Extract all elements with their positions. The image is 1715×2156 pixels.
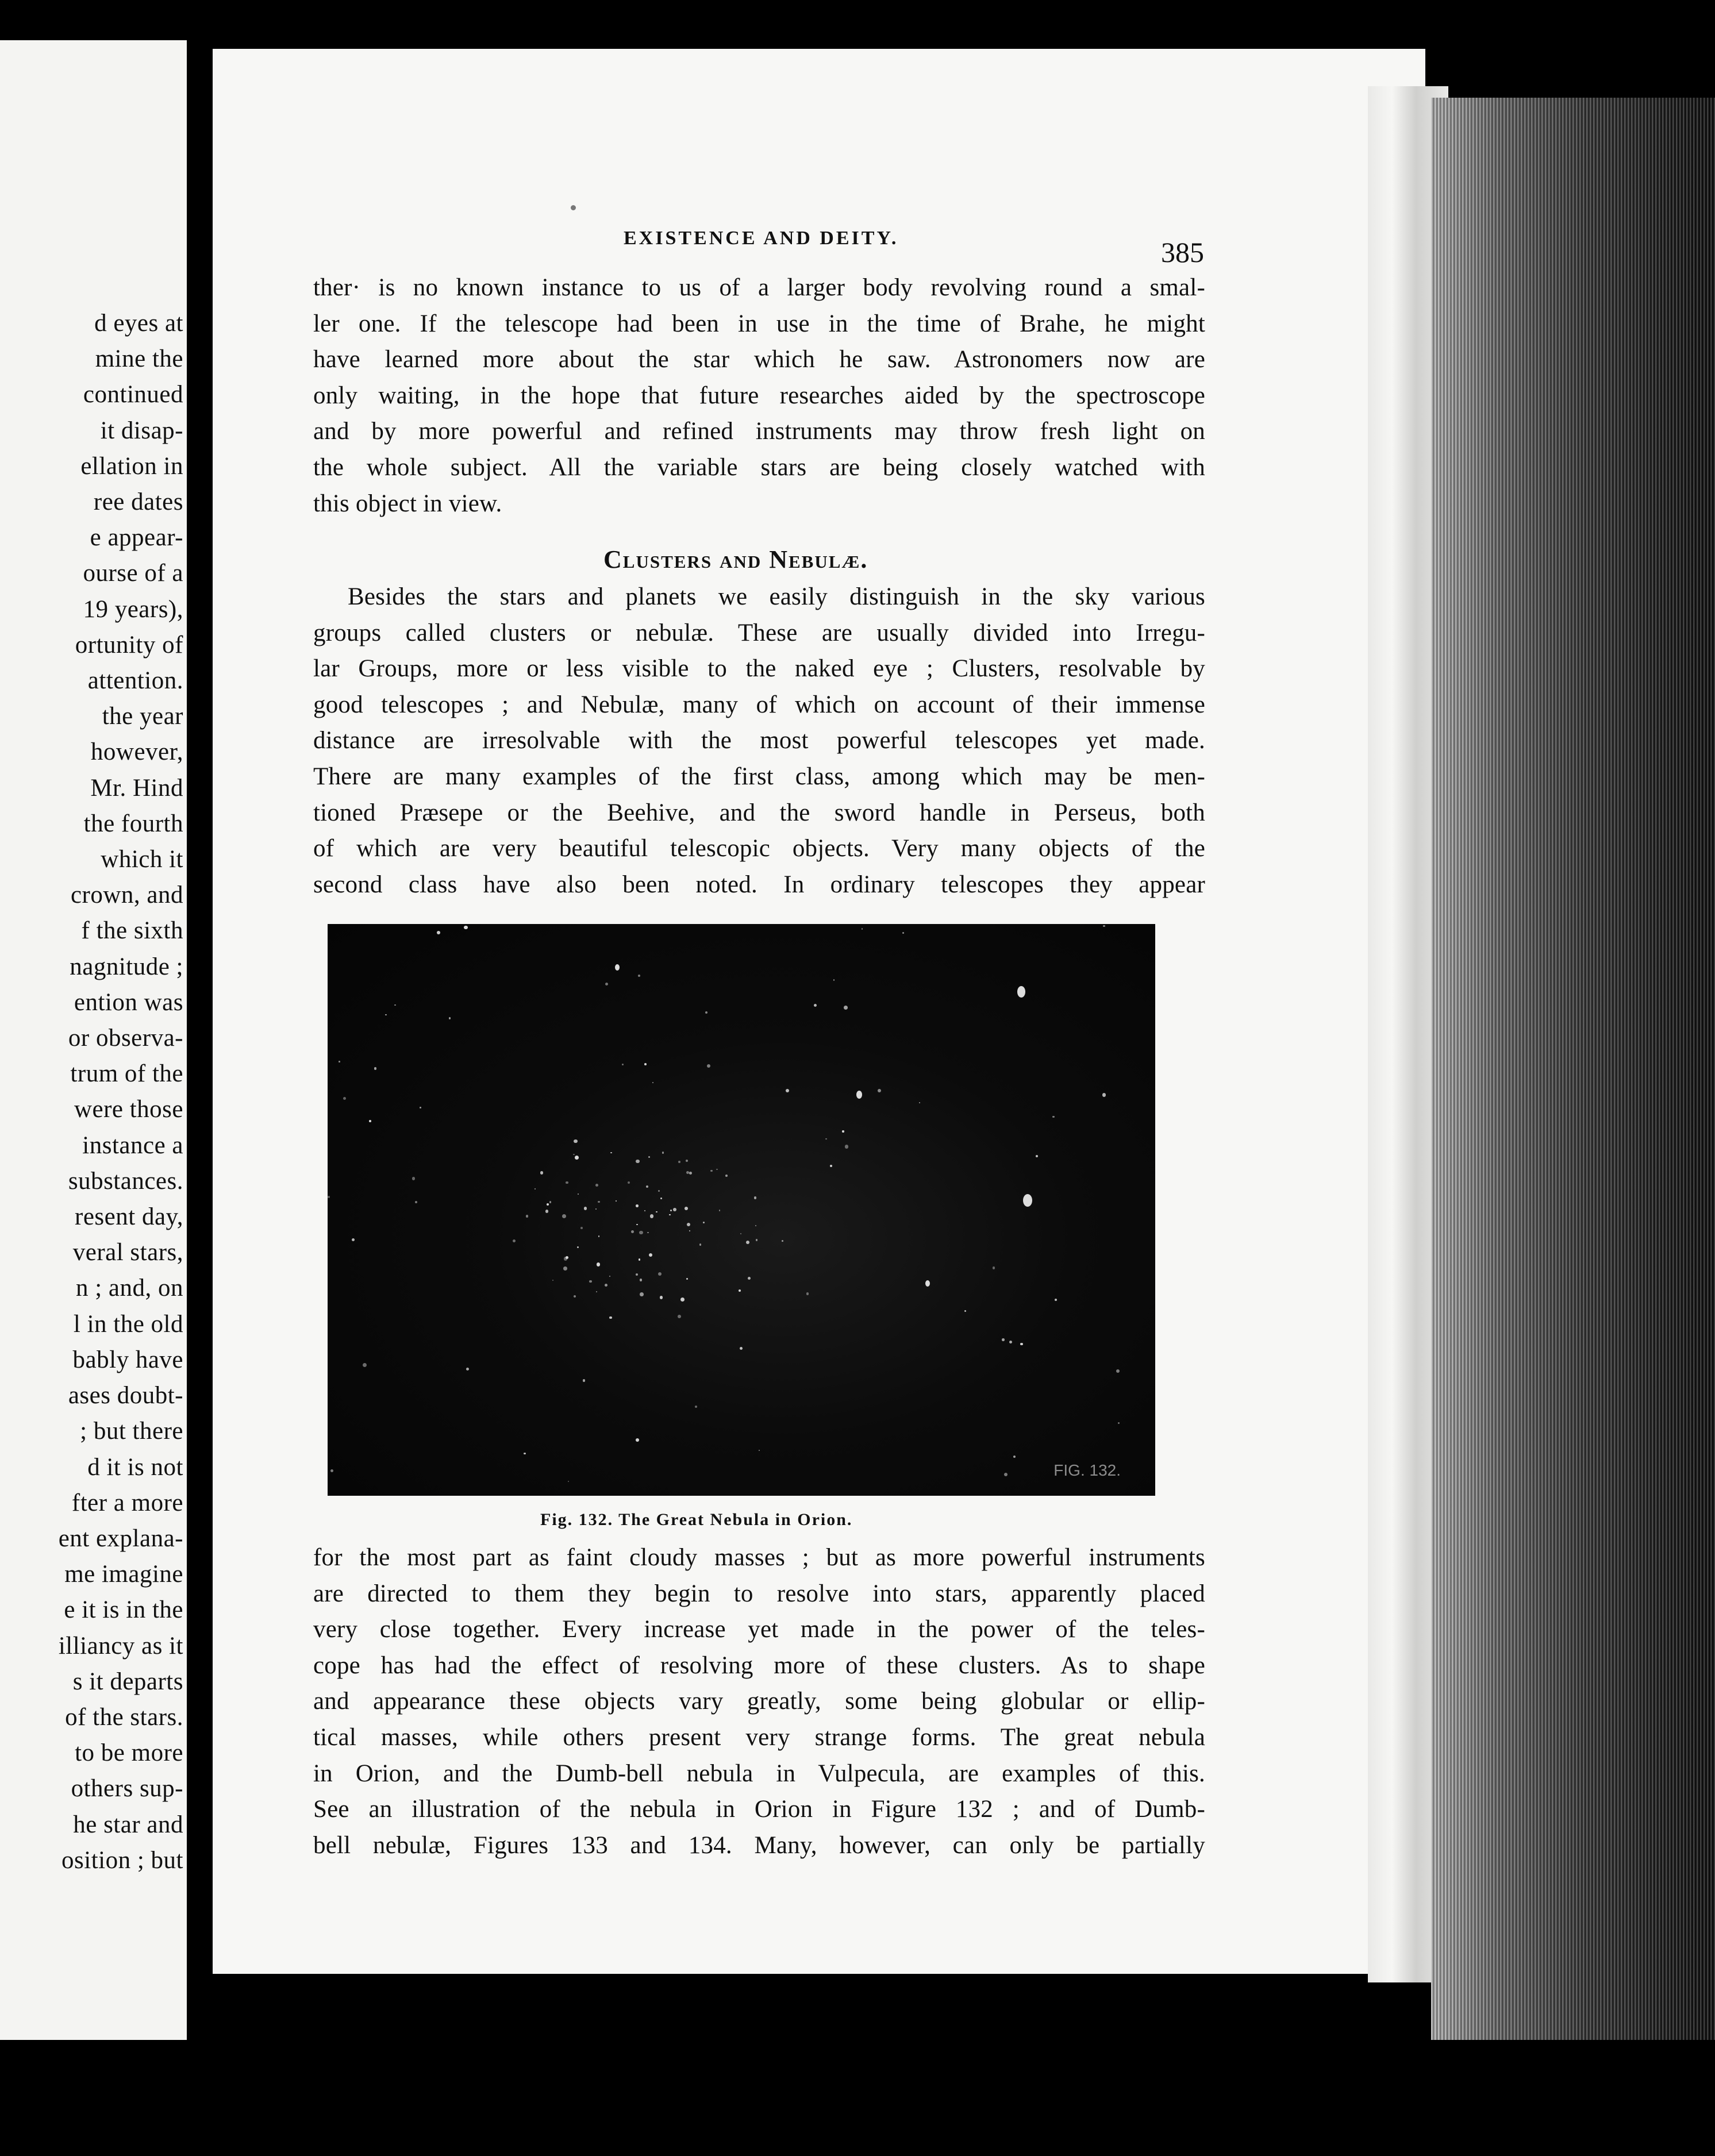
star-speck [650,1214,653,1218]
star-speck [830,1165,832,1167]
text-line: the whole subject. All the variable stars are being closely watched with [313,453,1205,481]
star-speck [549,1201,551,1203]
star-speck [605,1284,607,1287]
figure-inline-label: FIG. 132. [1053,1461,1121,1479]
figure-caption: Fig. 132. The Great Nebula in Orion. [540,1510,853,1529]
star-speck [964,1310,966,1312]
star-speck [660,1198,662,1199]
star-speck [695,1406,697,1408]
left-page-line: ortunity of [75,631,183,659]
left-page-line: the year [102,703,183,730]
star-speck [578,1194,579,1195]
paragraph-3 [313,1540,1205,1864]
left-page-line: crown, and [70,881,183,909]
star-speck [616,1200,617,1202]
star-speck [562,1214,566,1218]
left-page-line: instance a [82,1131,183,1159]
text-line: groups called clusters or nebulæ. These are usually divided into Irregu- [313,619,1205,646]
star-speck [595,1208,597,1210]
running-head: EXISTENCE AND DEITY. [624,228,899,249]
star-speck [833,979,835,980]
star-speck [636,1438,639,1442]
left-page-line: to be more [75,1739,183,1767]
left-page-line: mine the [95,345,183,373]
star-speck [583,1379,585,1381]
star-speck [842,1130,844,1132]
left-page-line: nagnitude ; [70,953,183,980]
left-page-line: ellation in [80,452,183,480]
star-speck [646,1185,648,1188]
text-line: only waiting, in the hope that future researches aided by the spectroscope [313,382,1205,409]
left-page-line: bably have [72,1346,183,1373]
left-page-line: ent explana- [58,1524,183,1552]
star-speck [1052,1116,1054,1118]
left-page-line: fter a more [71,1489,183,1516]
text-line: See an illustration of the nebula in Orion in Figure 132 ; and of Dumb- [313,1796,1205,1823]
star-speck [638,975,641,977]
paragraph-1 [313,270,1205,522]
left-page-line: Mr. Hind [90,774,183,802]
left-page-line: veral stars, [72,1239,183,1266]
star-speck [545,1210,548,1212]
text-line: tical masses, while others present very strange forms. The great nebula [313,1723,1205,1751]
text-line: this object in view. [313,490,502,517]
star-speck [1103,925,1105,927]
star-speck [437,931,440,934]
star-speck [524,1453,525,1454]
star-speck [584,1207,587,1210]
star-speck [636,1204,639,1207]
bright-star [1023,1194,1032,1207]
star-speck [328,1196,330,1198]
star-speck [1020,1343,1023,1346]
star-speck [740,1233,741,1234]
star-speck [597,1262,600,1266]
star-speck [577,1246,579,1248]
star-speck [678,1315,681,1318]
star-speck [394,1004,396,1006]
left-page-line: illiancy as it [58,1632,183,1660]
star-speck [825,1138,826,1139]
star-speck [574,1295,576,1298]
left-page-line: f the sixth [81,917,183,945]
left-page-line: s it departs [72,1668,183,1695]
text-line: good telescopes ; and Nebulæ, many of which on account of their immense [313,691,1205,718]
left-page-line: osition ; but [61,1846,183,1874]
text-line: second class have also been noted. In ordinary telescopes they appear [313,871,1205,898]
star-speck [662,1152,664,1154]
star-speck [1036,1155,1038,1157]
left-page-line: or observa- [68,1025,183,1052]
text-line: have learned more about the star which he saw. Astronomers now are [313,346,1205,374]
star-speck [746,1241,749,1244]
star-speck [844,1006,848,1010]
star-speck [466,1368,469,1370]
left-page-line: n ; and, on [75,1275,183,1302]
left-page-line: e it is in the [64,1596,183,1624]
star-speck [547,1203,549,1206]
star-speck [647,1232,649,1234]
star-speck [639,1231,643,1235]
ink-speck [571,205,576,210]
star-speck [707,1064,710,1068]
left-page-line: were those [74,1096,183,1123]
star-speck [1055,1299,1057,1301]
star-speck [605,983,608,985]
star-speck [566,1256,568,1259]
star-speck [703,1222,705,1223]
left-page-line: it disap- [100,417,183,444]
star-speck [540,1171,544,1175]
star-speck [573,1154,574,1155]
star-speck [636,1273,638,1276]
star-speck [759,1450,760,1451]
star-speck [669,1214,670,1215]
star-speck [513,1239,516,1242]
star-speck [385,1014,386,1015]
star-speck [748,1277,751,1280]
star-speck [658,1272,662,1276]
star-speck [412,1177,416,1180]
star-speck [598,1235,600,1237]
page-number: 385 [1161,236,1204,268]
bright-star [615,964,620,971]
star-speck [699,1243,701,1245]
text-line: are directed to them they begin to resolve into stars, apparently placed [313,1580,1205,1607]
text-line: tioned Præsepe or the Beehive, and the sword handle in Perseus, both [313,799,1205,826]
text-line: cope has had the effect of resolving more of these clusters. As to shape [313,1651,1205,1679]
star-speck [786,1089,789,1092]
left-page-line: substances. [68,1167,183,1195]
text-line: lar Groups, more or less visible to the naked eye ; Clusters, resolvable by [313,655,1205,683]
figure-nebula-image [328,924,1155,1496]
text-line: of which are very beautiful telescopic objects. Very many objects of the [313,835,1205,863]
left-page-line: of the stars. [65,1703,183,1731]
left-page-line: continued [83,381,183,409]
star-speck [622,1064,624,1065]
left-page [0,40,187,2040]
star-speck [648,1156,650,1158]
left-page-line: d eyes at [94,310,183,337]
star-speck [609,1276,610,1277]
star-speck [631,1230,634,1233]
star-speck [687,1223,691,1227]
left-page-line: ention was [74,988,183,1016]
star-speck [919,1102,920,1103]
left-page-line: which it [101,846,183,873]
star-speck [574,1139,578,1144]
star-speck [658,1190,660,1192]
star-speck [782,1240,783,1242]
star-speck [739,1289,741,1292]
left-page-line: l in the old [73,1310,183,1338]
left-page-line: ; but there [80,1418,183,1445]
star-speck [686,1278,688,1280]
left-page-line: 19 years), [83,595,183,623]
star-speck [563,1266,567,1270]
star-speck [719,1210,720,1211]
star-speck [526,1215,529,1218]
star-speck [686,1171,689,1174]
text-line: ler one. If the telescope had been in use in the time of Brahe, he might [313,310,1205,337]
text-line: very close together. Every increase yet made in the power of the teles- [313,1616,1205,1643]
bright-star [925,1280,930,1287]
star-speck [862,928,863,929]
star-speck [568,1481,569,1482]
left-page-line: d it is not [87,1453,183,1481]
text-line: ther· is no known instance to us of a larger body revolving round a smal- [313,274,1205,301]
star-speck [374,1067,376,1069]
text-line: Besides the stars and planets we easily distinguish in the sky various [348,583,1205,610]
star-speck [756,1239,758,1241]
star-speck [1116,1369,1120,1373]
star-speck [1009,1341,1012,1343]
star-speck [580,1227,583,1229]
star-speck [639,1258,641,1261]
star-speck [814,1004,817,1007]
star-speck [609,1316,612,1319]
left-page-line: resent day, [75,1203,183,1231]
star-speck [535,1188,536,1189]
text-line: and appearance these objects vary greatly, some being globular or ellip- [313,1688,1205,1715]
left-page-line: ree dates [93,488,183,516]
star-speck [993,1266,995,1269]
bright-star [1017,986,1025,998]
star-speck [589,1280,591,1283]
left-page-line: e appear- [90,524,183,552]
star-speck [710,1170,713,1172]
star-speck [806,1292,809,1295]
left-page-line: he star and [73,1811,183,1838]
star-speck [464,926,467,929]
star-speck [673,1208,676,1211]
star-speck [640,1292,643,1296]
star-speck [670,1210,672,1211]
star-speck [644,1210,645,1211]
star-speck [596,1291,597,1292]
star-speck [754,1196,756,1199]
left-page-line: ases doubt- [68,1382,183,1410]
star-speck [339,1061,340,1062]
left-page-line: trum of the [70,1060,183,1088]
left-page-text [59,306,183,1878]
star-speck [552,1280,553,1281]
paragraph-2 [313,579,1205,903]
left-page-line: attention. [87,667,183,695]
section-heading: Clusters and Nebulæ. [603,545,868,573]
star-speck [610,1152,612,1153]
star-speck [902,932,904,934]
star-speck [566,1181,568,1184]
text-line: distance are irresolvable with the most powerful telescopes yet made. [313,727,1205,754]
background [1425,0,1715,98]
star-speck [1002,1338,1005,1341]
star-speck [420,1107,421,1108]
text-line: for the most part as faint cloudy masses ; but as more powerful instruments [313,1544,1205,1571]
star-speck [685,1207,688,1210]
star-speck [649,1253,652,1257]
star-speck [686,1160,688,1162]
star-speck [656,1211,657,1213]
book-fore-edge [1431,98,1715,2040]
star-speck [705,1011,707,1014]
star-speck [636,1160,640,1164]
star-speck [343,1097,346,1100]
star-speck [415,1201,417,1203]
star-speck [689,1230,690,1231]
star-speck [598,1201,600,1203]
star-speck [363,1363,367,1367]
star-speck [845,1145,848,1148]
star-speck [636,1224,637,1225]
star-speck [755,1225,756,1226]
star-speck [689,1172,692,1175]
left-page-line: ourse of a [83,560,183,587]
star-speck [595,1184,599,1187]
star-speck [878,1089,881,1092]
text-line: bell nebulæ, Figures 133 and 134. Many, however, can only be partially [313,1831,1205,1859]
star-speck [640,1279,643,1281]
star-speck [1118,1422,1120,1424]
left-page-line: others sup- [71,1775,183,1803]
star-speck [1004,1473,1008,1476]
star-speck [740,1347,743,1350]
star-speck [352,1238,355,1242]
star-speck [716,1169,718,1171]
book-gutter [187,0,213,2156]
star-speck [1102,1093,1106,1096]
star-speck [449,1017,451,1019]
star-speck [644,1063,647,1065]
text-line: There are many examples of the first class, among which may be men- [313,763,1205,790]
star-speck [369,1120,371,1122]
star-speck [330,1469,333,1472]
star-speck [660,1296,663,1299]
bright-star [856,1091,862,1099]
left-page-line: the fourth [83,810,183,837]
star-speck [1013,1456,1016,1458]
star-speck [628,1181,630,1184]
text-line: in Orion, and the Dumb-bell nebula in Vulpecula, are examples of this. [313,1760,1205,1787]
star-speck [652,1082,653,1083]
left-page-line: me imagine [64,1561,183,1588]
star-speck [575,1156,579,1160]
left-page-line: however, [90,738,183,766]
star-speck [680,1298,685,1302]
star-speck [678,1161,680,1163]
star-speck [725,1175,728,1177]
text-line: and by more powerful and refined instruments may throw fresh light on [313,418,1205,445]
